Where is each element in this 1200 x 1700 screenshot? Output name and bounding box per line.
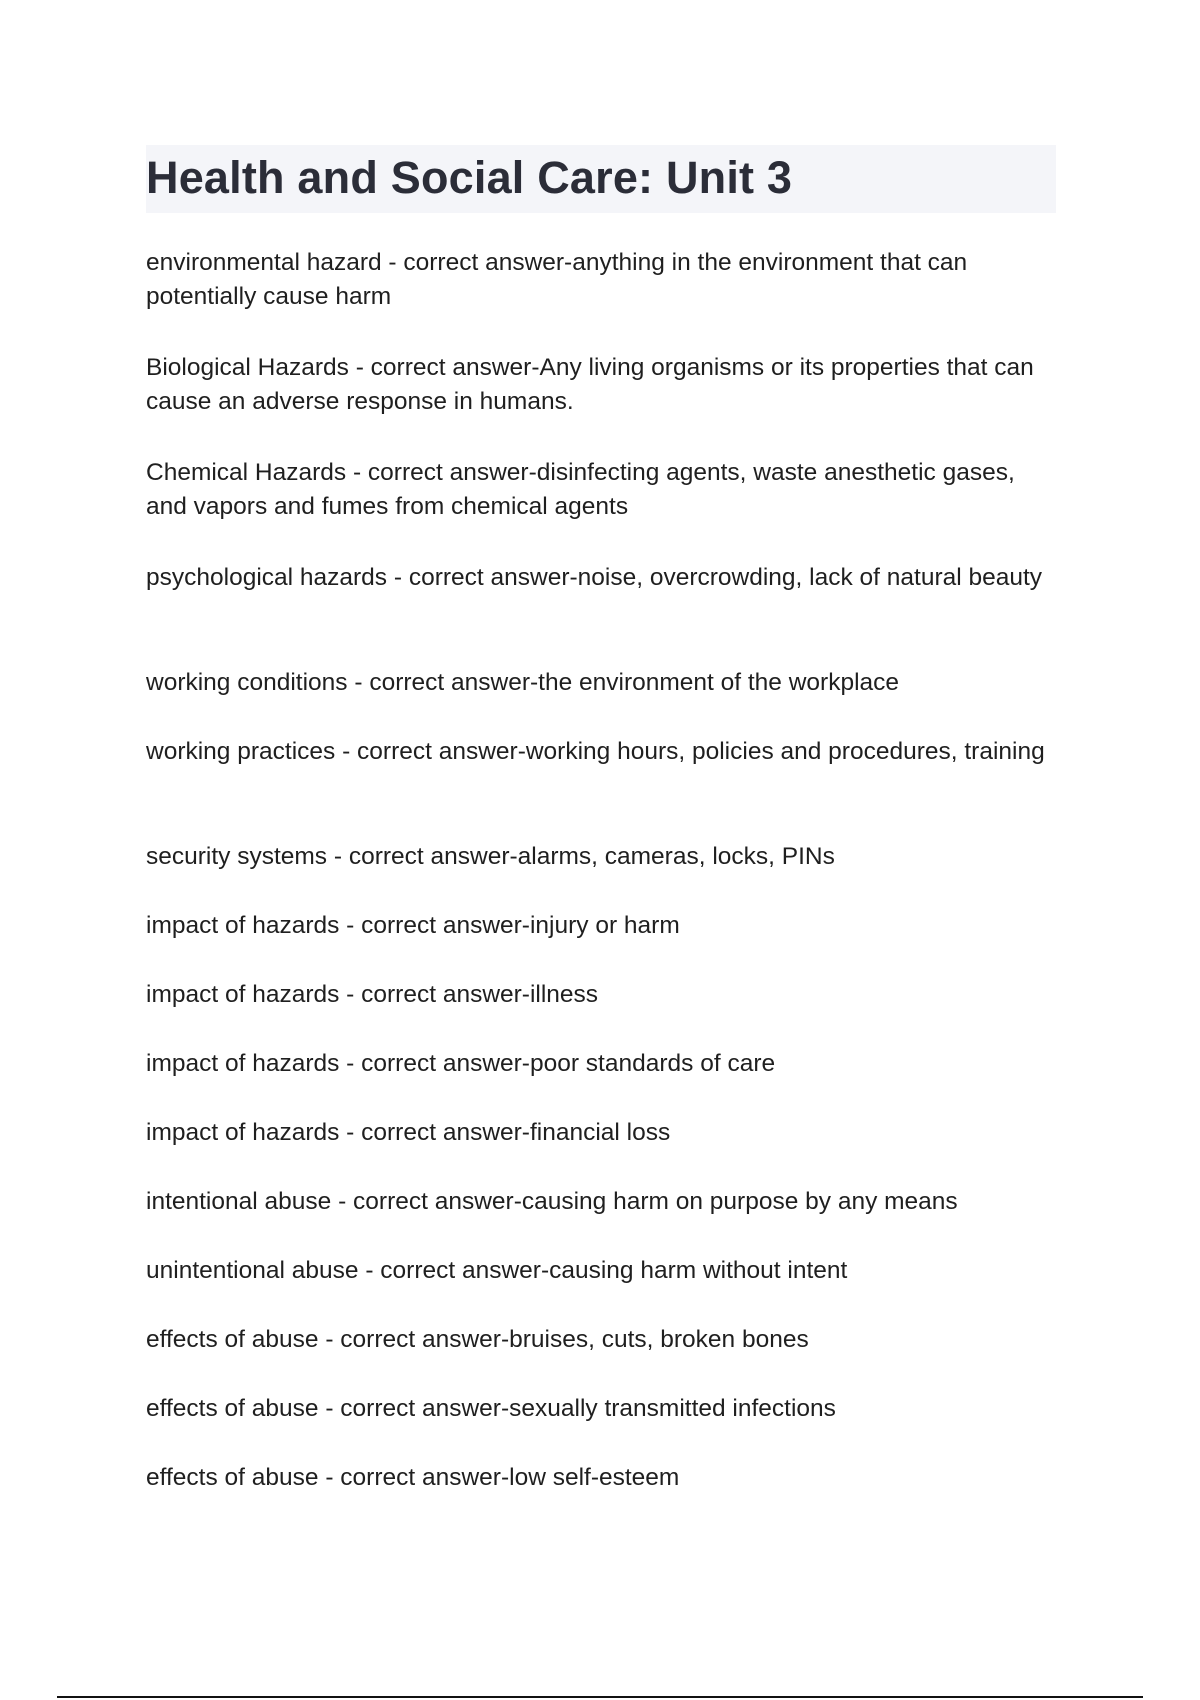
document-title: Health and Social Care: Unit 3 bbox=[146, 152, 793, 203]
flashcard-entry: impact of hazards - correct answer-illness bbox=[146, 981, 599, 1008]
flashcard-entry: psychological hazards - correct answer-noise, overcrowding, lack of natural beauty bbox=[146, 564, 1043, 591]
flashcard-entry: Biological Hazards - correct answer-Any living organisms or its properties that can cause an adverse response in humans. bbox=[146, 354, 1034, 415]
title-band bbox=[146, 145, 1056, 213]
flashcard-entry: working conditions - correct answer-the environment of the workplace bbox=[146, 669, 900, 696]
flashcard-entry: impact of hazards - correct answer-financial loss bbox=[146, 1119, 671, 1146]
flashcard-entry: working practices - correct answer-working hours, policies and procedures, training bbox=[146, 738, 1045, 765]
flashcard-entry: effects of abuse - correct answer-bruises, cuts, broken bones bbox=[146, 1326, 809, 1353]
flashcard-entry: security systems - correct answer-alarms, cameras, locks, PINs bbox=[146, 843, 835, 870]
footer-divider bbox=[57, 1696, 1143, 1698]
flashcard-entry: Chemical Hazards - correct answer-disinfecting agents, waste anesthetic gases, and vapors and fumes from chemical agents bbox=[146, 459, 1015, 520]
flashcard-entry: effects of abuse - correct answer-low self-esteem bbox=[146, 1464, 680, 1491]
flashcard-list bbox=[146, 246, 1056, 1530]
flashcard-entry: impact of hazards - correct answer-poor standards of care bbox=[146, 1050, 776, 1077]
flashcard-entry: unintentional abuse - correct answer-causing harm without intent bbox=[146, 1257, 848, 1284]
flashcard-entry: environmental hazard - correct answer-anything in the environment that can potentially cause harm bbox=[146, 249, 968, 310]
flashcard-entry: intentional abuse - correct answer-causing harm on purpose by any means bbox=[146, 1188, 958, 1215]
flashcard-entry: effects of abuse - correct answer-sexually transmitted infections bbox=[146, 1395, 836, 1422]
flashcard-entry: impact of hazards - correct answer-injury or harm bbox=[146, 912, 680, 939]
